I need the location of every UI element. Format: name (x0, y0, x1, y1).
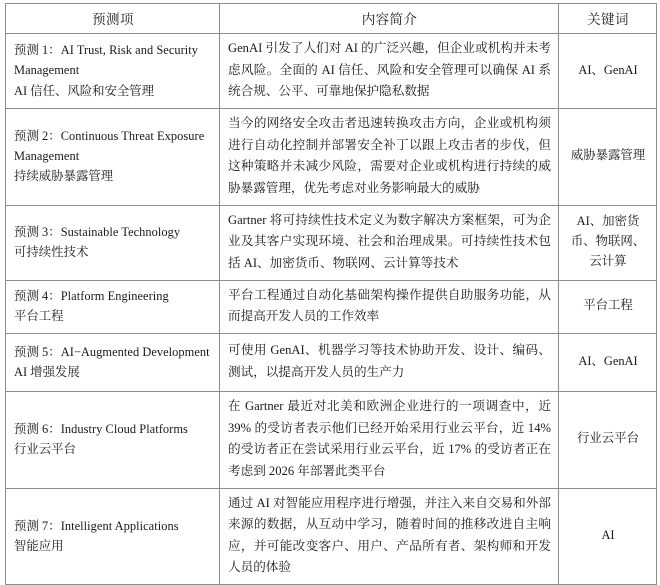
forecast-cell (6, 280, 220, 333)
table-row (6, 391, 657, 488)
table-row (6, 108, 657, 205)
description-cell: 平台工程通过自动化基础架构操作提供自助服务功能，从而提高开发人员的工作效率 (220, 280, 559, 333)
forecast-title-en: 预测 1：AI Trust, Risk and Security Management (14, 43, 199, 78)
description-cell: 在 Gartner 最近对北美和欧洲企业进行的一项调查中，近 39% 的受访者表示他们已经开始采用行业云平台，近 14% 的受访者正在尝试采用行业云平台，近 17% 的受访者正在考虑到 2026 年部署此类平台 (220, 391, 559, 488)
keyword-cell: 行业云平台 (559, 391, 657, 488)
table-body (6, 34, 657, 585)
forecast-title-en: 预测 3：Sustainable Technology (14, 224, 181, 239)
column-header-keyword: 关键词 (559, 4, 657, 34)
forecast-title-cn: AI 增强发展 (14, 364, 80, 379)
keyword-cell: 威胁暴露管理 (559, 108, 657, 205)
forecast-title-en: 预测 4：Platform Engineering (14, 289, 169, 304)
forecast-cell (6, 488, 220, 585)
forecast-title-cn: 可持续性技术 (14, 245, 89, 260)
gartner-forecast-table (5, 3, 657, 585)
description-cell: 通过 AI 对智能应用程序进行增强，并注入来自交易和外部来源的数据，从互动中学习，随着时间的推移改进自主响应，并可能改变客户、用户、产品所有者、架构师和开发人员的体验 (220, 488, 559, 585)
table-row (6, 280, 657, 333)
forecast-cell (6, 205, 220, 280)
forecast-title-en: 预测 6：Industry Cloud Platforms (14, 422, 188, 437)
forecast-title-en: 预测 7：Intelligent Applications (14, 518, 179, 533)
forecast-cell (6, 333, 220, 391)
forecast-title-cn: AI 信任、风险和安全管理 (14, 83, 155, 98)
keyword-cell: AI、GenAI (559, 34, 657, 109)
forecast-title-cn: 智能应用 (14, 538, 64, 553)
description-cell: Gartner 将可持续性技术定义为数字解决方案框架，可为企业及其客户实现环境、社会和治理成果。可持续性技术包括 AI、加密货币、物联网、云计算等技术 (220, 205, 559, 280)
table-row (6, 34, 657, 109)
keyword-cell: AI (559, 488, 657, 585)
keyword-cell: 平台工程 (559, 280, 657, 333)
description-cell: GenAI 引发了人们对 AI 的广泛兴趣，但企业或机构并未考虑风险。全面的 AI 信任、风险和安全管理可以确保 AI 系统合规、公平、可靠地保护隐私数据 (220, 34, 559, 109)
forecast-title-en: 预测 5：AI−Augmented Development (14, 344, 210, 359)
forecast-title-cn: 平台工程 (14, 309, 64, 324)
table-row (6, 488, 657, 585)
column-header-description: 内容简介 (220, 4, 559, 34)
keyword-cell: AI、GenAI (559, 333, 657, 391)
table-header (6, 4, 657, 34)
description-cell: 当今的网络安全攻击者迅速转换攻击方向，企业或机构须进行自动化控制并部署安全补丁以跟上攻击者的步伐，但这种策略并未减少风险，需要对企业或机构进行持续的威胁暴露管理，优先考虑对业务影响最大的威胁 (220, 108, 559, 205)
description-cell: 可使用 GenAI、机器学习等技术协助开发、设计、编码、测试，以提高开发人员的生产力 (220, 333, 559, 391)
table-header-row (6, 4, 657, 34)
forecast-title-en: 预测 2：Continuous Threat Exposure Management (14, 129, 205, 164)
forecast-title-cn: 持续威胁暴露管理 (14, 169, 114, 184)
forecast-title-cn: 行业云平台 (14, 442, 76, 457)
table-row (6, 333, 657, 391)
table-row (6, 205, 657, 280)
keyword-cell: AI、加密货币、物联网、云计算 (559, 205, 657, 280)
forecast-cell (6, 391, 220, 488)
forecast-cell (6, 34, 220, 109)
forecast-cell (6, 108, 220, 205)
column-header-forecast: 预测项 (6, 4, 220, 34)
